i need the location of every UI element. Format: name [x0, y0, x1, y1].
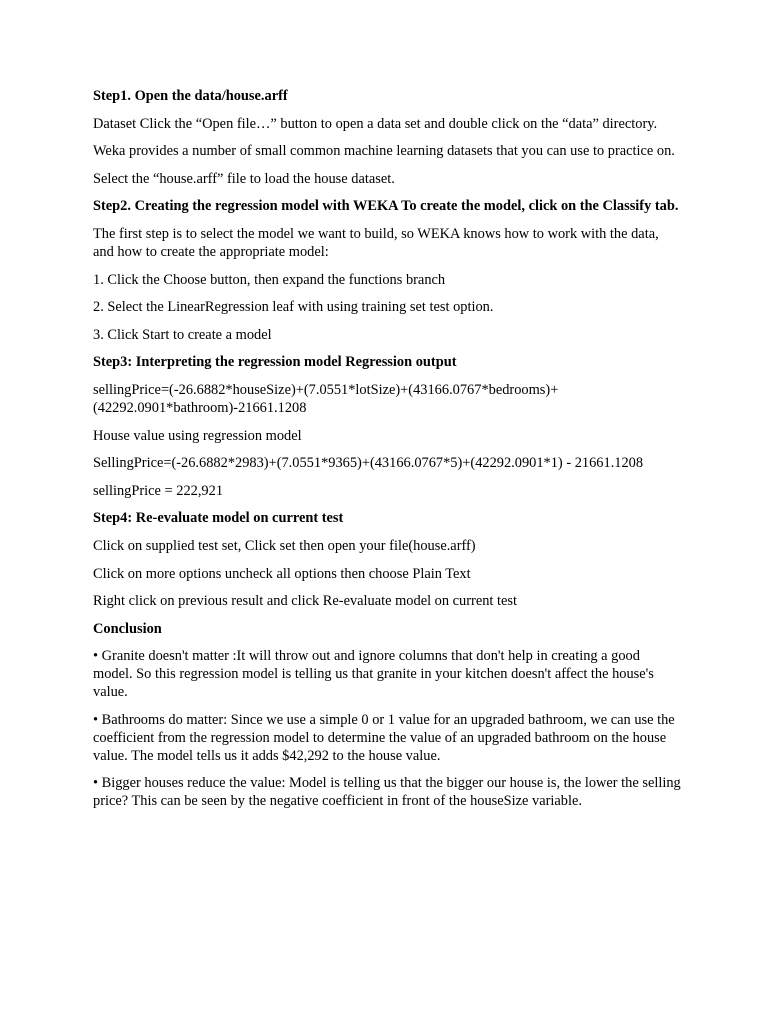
step2-list-item-1: 1. Click the Choose button, then expand the functions branch	[93, 271, 446, 288]
conclusion-bullet-granite: • Granite doesn't matter :It will throw out and ignore columns that don't help in creating a good model. So this regression model is telling us that granite in your kitchen doesn't affect the house's value.	[93, 648, 654, 701]
step2-paragraph-intro: The first step is to select the model we want to build, so WEKA knows how to work with the data, and how to create the appropriate model:	[93, 225, 659, 260]
step1-paragraph-select-file: Select the “house.arff” file to load the house dataset.	[93, 170, 395, 187]
step4-heading: Step4: Re-evaluate model on current test	[93, 510, 344, 527]
step1-paragraph-weka-datasets: Weka provides a number of small common machine learning datasets that you can use to practice on.	[93, 143, 675, 160]
step4-paragraph-re-evaluate: Right click on previous result and click Re-evaluate model on current test	[93, 593, 517, 610]
step3-formula: sellingPrice=(-26.6882*houseSize)+(7.0551*lotSize)+(43166.0767*bedrooms)+ (42292.0901*bathroom)-21661.1208	[93, 381, 559, 416]
step2-list-item-3: 3. Click Start to create a model	[93, 326, 272, 343]
step3-calculation: SellingPrice=(-26.6882*2983)+(7.0551*9365)+(43166.0767*5)+(42292.0901*1) - 21661.1208	[93, 455, 644, 472]
step1-paragraph-open-file: Dataset Click the “Open file…” button to open a data set and double click on the “data” directory.	[93, 115, 658, 132]
step2-heading: Step2. Creating the regression model with WEKA To create the model, click on the Classify tab.	[93, 198, 679, 215]
conclusion-bullet-bigger-houses: • Bigger houses reduce the value: Model is telling us that the bigger our house is, the lower the selling price? This can be seen by the negative coefficient in front of the houseSize variable.	[93, 775, 681, 810]
conclusion-heading: Conclusion	[93, 620, 162, 637]
step1-heading: Step1. Open the data/house.arff	[93, 88, 288, 104]
document-page	[93, 87, 683, 820]
step3-heading: Step3: Interpreting the regression model Regression output	[93, 354, 457, 371]
step3-paragraph-house-value: House value using regression model	[93, 427, 302, 444]
step4-paragraph-more-options: Click on more options uncheck all options then choose Plain Text	[93, 565, 471, 582]
step2-list-item-2: 2. Select the LinearRegression leaf with using training set test option.	[93, 299, 494, 316]
step4-paragraph-supplied-test: Click on supplied test set, Click set then open your file(house.arff)	[93, 537, 476, 554]
step3-result: sellingPrice = 222,921	[93, 482, 224, 499]
conclusion-bullet-bathrooms: • Bathrooms do matter: Since we use a simple 0 or 1 value for an upgraded bathroom, we can use the coefficient from the regression model to determine the value of an upgraded bathroom on the house value. The model tells us it adds $42,292 to the house value.	[93, 711, 675, 764]
